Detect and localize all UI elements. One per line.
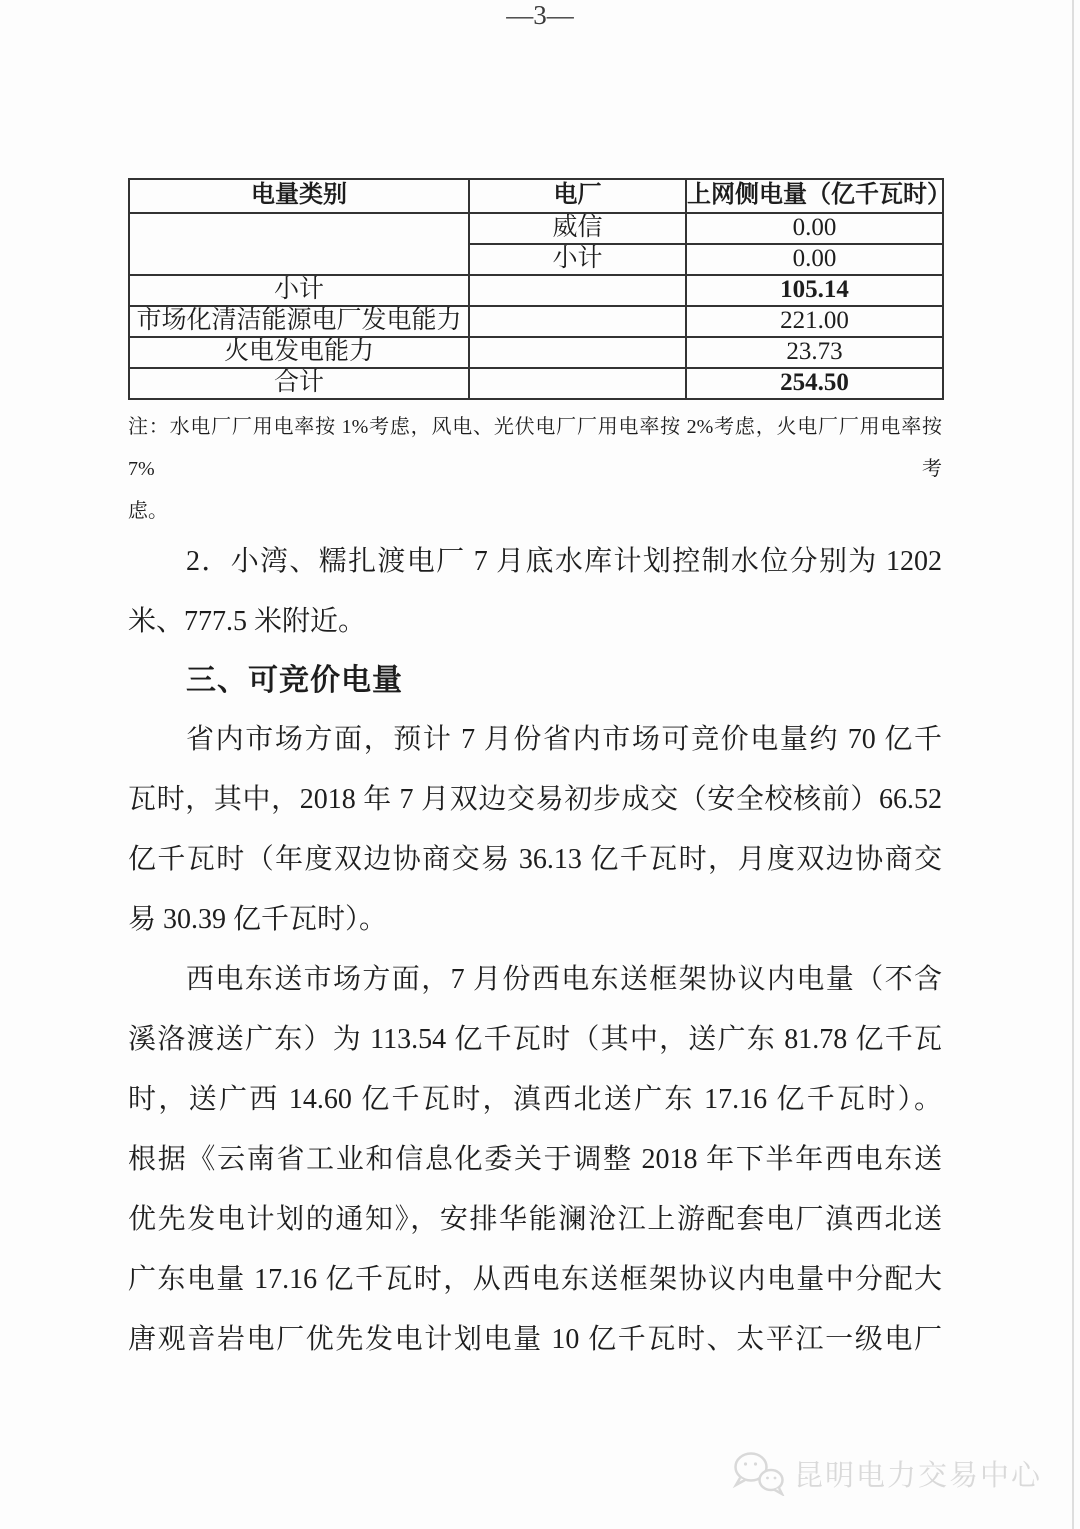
paragraph-line: 瓦时，其中，2018 年 7 月双边交易初步成交（安全校核前）66.52 (128, 784, 942, 815)
table-row (129, 368, 943, 399)
paragraph-line: 溪洛渡送广东）为 113.54 亿千瓦时（其中，送广东 81.78 亿千瓦 (128, 1024, 942, 1055)
scan-edge-artifact (1072, 0, 1074, 1529)
paragraph-line: 西电东送市场方面，7 月份西电东送框架协议内电量（不含 (186, 964, 942, 995)
table-row (129, 275, 943, 306)
cell-plant (469, 275, 686, 306)
table-row (129, 213, 943, 244)
paragraph-line: 省内市场方面，预计 7 月份省内市场可竞价电量约 70 亿千 (186, 724, 942, 755)
watermark-text: 昆明电力交易中心 (793, 1459, 1042, 1492)
cell-category: 合计 (129, 368, 469, 399)
header-plant: 电厂 (469, 179, 686, 213)
paragraph-province-market (128, 710, 942, 950)
cell-value: 0.00 (686, 244, 943, 275)
table-row (129, 337, 943, 368)
paragraph-reservoir-levels (128, 532, 942, 652)
paragraph-line: 根据《云南省工业和信息化委关于调整 2018 年下半年西电东送 (128, 1144, 942, 1175)
cell-category: 市场化清洁能源电厂发电能力 (129, 306, 469, 337)
paragraph-west-east-market (128, 950, 942, 1370)
cell-plant (469, 337, 686, 368)
cell-value: 221.00 (686, 306, 943, 337)
cell-plant (469, 368, 686, 399)
page-number: —3— (506, 0, 574, 30)
header-category: 电量类别 (129, 179, 469, 213)
paragraph-line: 易 30.39 亿千瓦时）。 (128, 904, 388, 935)
note-line: 虑。 (128, 500, 168, 522)
paragraph-line: 优先发电计划的通知》，安排华能澜沧江上游配套电厂滇西北送 (128, 1204, 942, 1235)
cell-value: 0.00 (686, 213, 943, 244)
cell-category: 火电发电能力 (129, 337, 469, 368)
cell-value: 23.73 (686, 337, 943, 368)
header-grid-volume: 上网侧电量（亿千瓦时） (686, 179, 943, 213)
cell-plant: 威信 (469, 213, 686, 244)
table-note (128, 406, 942, 532)
section-heading: 三、可竞价电量 (186, 664, 403, 697)
cell-category (129, 213, 469, 275)
table-row (129, 306, 943, 337)
cell-category: 小计 (129, 275, 469, 306)
table-header-row (129, 179, 943, 213)
watermark (730, 1450, 1042, 1496)
cell-value: 105.14 (686, 275, 943, 306)
cell-plant (469, 306, 686, 337)
cell-value: 254.50 (686, 368, 943, 399)
cell-plant: 小计 (469, 244, 686, 275)
document-content (128, 178, 951, 1370)
paragraph-line: 亿千瓦时（年度双边协商交易 36.13 亿千瓦时，月度双边协商交 (128, 844, 942, 875)
note-line: 注：水电厂厂用电率按 1%考虑，风电、光伏电厂厂用电率按 2%考虑，火电厂厂用电率按 7%考 (128, 416, 942, 480)
paragraph-line: 2．小湾、糯扎渡电厂 7 月底水库计划控制水位分别为 1202 (186, 546, 942, 577)
paragraph-line: 广东电量 17.16 亿千瓦时，从西电东送框架协议内电量中分配大 (128, 1264, 942, 1295)
power-volume-table (128, 178, 951, 400)
wechat-icon (730, 1450, 786, 1496)
paragraph-line: 时，送广西 14.60 亿千瓦时，滇西北送广东 17.16 亿千瓦时）。 (128, 1084, 942, 1115)
paragraph-line: 唐观音岩电厂优先发电计划电量 10 亿千瓦时、太平江一级电厂 (128, 1324, 942, 1355)
paragraph-line: 米、777.5 米附近。 (128, 606, 367, 637)
